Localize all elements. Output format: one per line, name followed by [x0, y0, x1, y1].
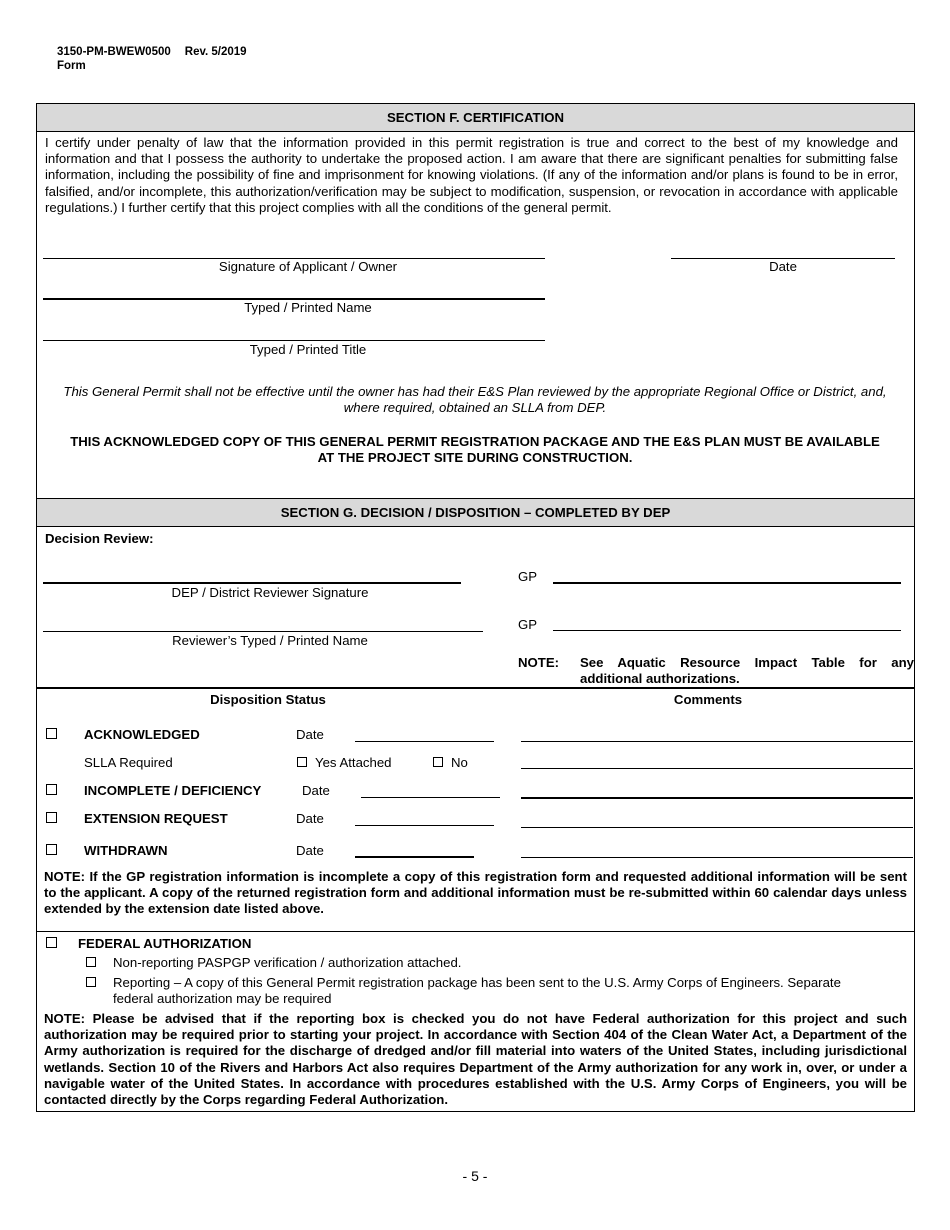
extension-label: EXTENSION REQUEST [84, 811, 228, 826]
withdrawn-date-label: Date [296, 843, 324, 858]
form-code-header [57, 45, 247, 73]
decision-review-label: Decision Review: [45, 531, 154, 546]
section-g-title: SECTION G. DECISION / DISPOSITION – COMPLETED BY DEP [37, 499, 914, 527]
reviewer-name-label: Reviewer’s Typed / Printed Name [172, 633, 368, 648]
reporting-label [113, 975, 905, 1007]
disposition-status-header: Disposition Status [210, 692, 326, 707]
non-reporting-checkbox[interactable] [86, 957, 96, 967]
reviewer-name-line[interactable] [43, 631, 483, 632]
reporting-checkbox[interactable] [86, 977, 96, 987]
typed-title-line[interactable] [43, 340, 545, 341]
certification-text: I certify under penalty of law that the information provided in this permit registration is true and correct to the best of my knowledge and information and that I possess the authority to undertake the proposed action. I am aware that there are significant penalties for submitting false information, including the possibility of fine and imprisonment for knowing violations. (If any of the information and/or plans is found to be in error, falsified, and/or incomplete, this authorization/verification may be subject to modification, suspension, or revocation in accordance with applicable regulations.) I further certify that this project complies with all the conditions of the general permit. [45, 135, 898, 215]
reporting-label-line2: federal authorization may be required [113, 991, 332, 1007]
incomplete-label: INCOMPLETE / DEFICIENCY [84, 783, 262, 798]
acknowledged-label: ACKNOWLEDGED [84, 727, 200, 742]
slla-no-label: No [451, 755, 468, 770]
applicant-signature-label: Signature of Applicant / Owner [218, 259, 398, 274]
comment-line-4[interactable] [521, 827, 913, 828]
acknowledged-date-label: Date [296, 727, 324, 742]
federal-authorization-title: FEDERAL AUTHORIZATION [78, 936, 252, 951]
section-f-title: SECTION F. CERTIFICATION [37, 104, 914, 132]
incomplete-checkbox[interactable] [46, 784, 57, 795]
extension-checkbox[interactable] [46, 812, 57, 823]
form-code: 3150-PM-BWEW0500 [57, 46, 171, 58]
reviewer-signature-label: DEP / District Reviewer Signature [171, 585, 369, 600]
comment-line-5[interactable] [521, 857, 913, 858]
acknowledged-checkbox[interactable] [46, 728, 57, 739]
note-label: NOTE: [518, 655, 560, 670]
slla-required-label: SLLA Required [84, 755, 173, 770]
withdrawn-date-line[interactable] [355, 856, 474, 858]
date-label: Date [769, 259, 797, 274]
gp-label-2: GP [518, 617, 538, 632]
section-g [36, 498, 915, 932]
federal-authorization-checkbox[interactable] [46, 937, 57, 948]
acknowledged-copy-notice: THIS ACKNOWLEDGED COPY OF THIS GENERAL PERMIT REGISTRATION PACKAGE AND THE E&S PLAN MUST BE AVAILABLE AT THE PROJECT SITE DURING CONSTRUCTION. [70, 434, 880, 466]
slla-no-checkbox[interactable] [433, 757, 443, 767]
comment-line-3[interactable] [521, 797, 913, 799]
form-label: Form [57, 60, 86, 72]
gp-line-2[interactable] [553, 630, 901, 631]
incomplete-date-label: Date [302, 783, 330, 798]
federal-note: NOTE: Please be advised that if the reporting box is checked you do not have Federal authorization for this project and such authorization may be required prior to starting your project. In accordance with Section 404 of the Clean Water Act, a Department of the Army authorization is required for the discharge of dredged and/or fill material into waters of the United States, including jurisdictional wetlands. Section 10 of the Rivers and Harbors Act also requires Department of the Army authorization for any work in, over, or under a navigable water of the United States. In accordance with procedures established with the U.S. Army Corps of Engineers, you will be contacted directly by the Corps regarding Federal Authorization. [44, 1011, 907, 1108]
extension-date-line[interactable] [355, 825, 494, 826]
non-reporting-label: Non-reporting PASPGP verification / authorization attached. [113, 955, 462, 970]
withdrawn-checkbox[interactable] [46, 844, 57, 855]
disposition-divider [36, 687, 915, 689]
reporting-label-line1: Reporting – A copy of this General Permit registration package has been sent to the U.S. Army Corps of Engineers. Separate [113, 975, 841, 990]
reviewer-signature-line[interactable] [43, 582, 461, 584]
slla-yes-label: Yes Attached [315, 755, 392, 770]
comment-line-1[interactable] [521, 741, 913, 742]
form-revision: Rev. 5/2019 [184, 46, 247, 58]
extension-date-label: Date [296, 811, 324, 826]
comment-line-2[interactable] [521, 768, 913, 769]
aquatic-note: See Aquatic Resource Impact Table for any additional authorizations. [580, 655, 914, 687]
incomplete-note: NOTE: If the GP registration information is incomplete a copy of this registration form and requested additional information will be sent to the applicant. A copy of the returned registration form and additional information must be re-submitted within 60 calendar days unless extended by the extension date listed above. [44, 869, 907, 917]
incomplete-date-line[interactable] [361, 797, 500, 798]
acknowledged-date-line[interactable] [355, 741, 494, 742]
withdrawn-label: WITHDRAWN [84, 843, 168, 858]
typed-name-label: Typed / Printed Name [244, 300, 372, 315]
slla-yes-checkbox[interactable] [297, 757, 307, 767]
comments-header: Comments [673, 692, 743, 707]
page-number: - 5 - [462, 1168, 488, 1184]
typed-title-label: Typed / Printed Title [249, 342, 367, 357]
gp-line-1[interactable] [553, 582, 901, 584]
effective-note: This General Permit shall not be effective until the owner has had their E&S Plan reviewed by the appropriate Regional Office or District, and, where required, obtained an SLLA from DEP. [63, 384, 887, 416]
gp-label-1: GP [518, 569, 538, 584]
